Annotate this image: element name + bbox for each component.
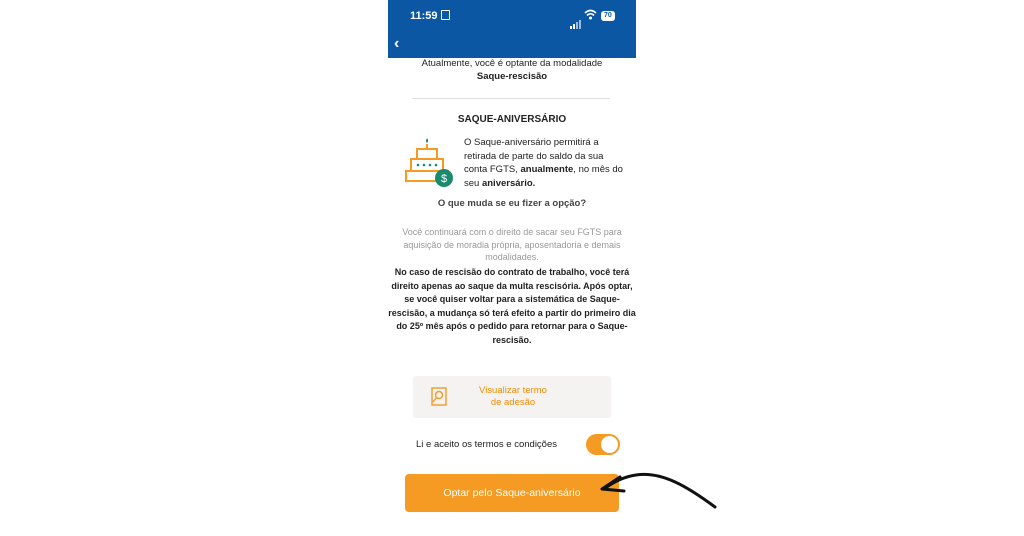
person-badge-icon bbox=[441, 10, 450, 20]
toggle-knob bbox=[601, 436, 618, 453]
opt-in-button[interactable]: Optar pelo Saque-aniversário bbox=[405, 474, 619, 512]
section-description: O Saque-aniversário permitirá a retirada de parte do saldo da sua conta FGTS, anualmente, no mês do seu aniversário. bbox=[464, 137, 623, 189]
cake-icon bbox=[404, 136, 454, 188]
back-chevron-icon[interactable]: ‹ bbox=[394, 35, 400, 52]
document-search-icon bbox=[431, 387, 449, 407]
current-modality-value: Saque-rescisão bbox=[476, 70, 548, 82]
view-term-button[interactable] bbox=[413, 376, 611, 418]
dollar-coin-icon bbox=[435, 169, 453, 187]
wifi-icon bbox=[584, 9, 597, 20]
divider bbox=[412, 98, 610, 99]
hand-drawn-arrow-icon bbox=[590, 463, 720, 513]
accept-terms-toggle[interactable] bbox=[586, 434, 620, 455]
battery-indicator: 70 bbox=[601, 11, 615, 21]
view-term-label: Visualizar termo de adesão bbox=[479, 385, 547, 408]
info-grey-text: Você continuará com o direito de sacar seu FGTS para aquisição de moradia própria, aposentadoria e demais modalidades. bbox=[402, 227, 622, 262]
status-time: 11:59 bbox=[410, 10, 450, 22]
current-modality-line: Atualmente, você é optante da modalidade bbox=[421, 58, 603, 69]
signal-icon bbox=[570, 11, 582, 29]
section-title: SAQUE-ANIVERSÁRIO bbox=[457, 114, 567, 125]
current-modality bbox=[388, 58, 636, 83]
phone-screen bbox=[388, 0, 636, 536]
status-bar bbox=[388, 0, 636, 58]
accept-terms-label: Li e aceito os termos e condições bbox=[416, 439, 557, 450]
info-bold-text: No caso de rescisão do contrato de trabalho, você terá direito apenas ao saque da multa rescisória. Após optar, se você quiser voltar para a sistemática de Saque-rescisão, a mudança só terá efeito a partir do primeiro dia do 25º mês após o pedido para retornar para o Saque-rescisão. bbox=[388, 267, 636, 345]
svg-text:$: $ bbox=[440, 173, 448, 185]
faq-question: O que muda se eu fizer a opção? bbox=[437, 198, 587, 209]
